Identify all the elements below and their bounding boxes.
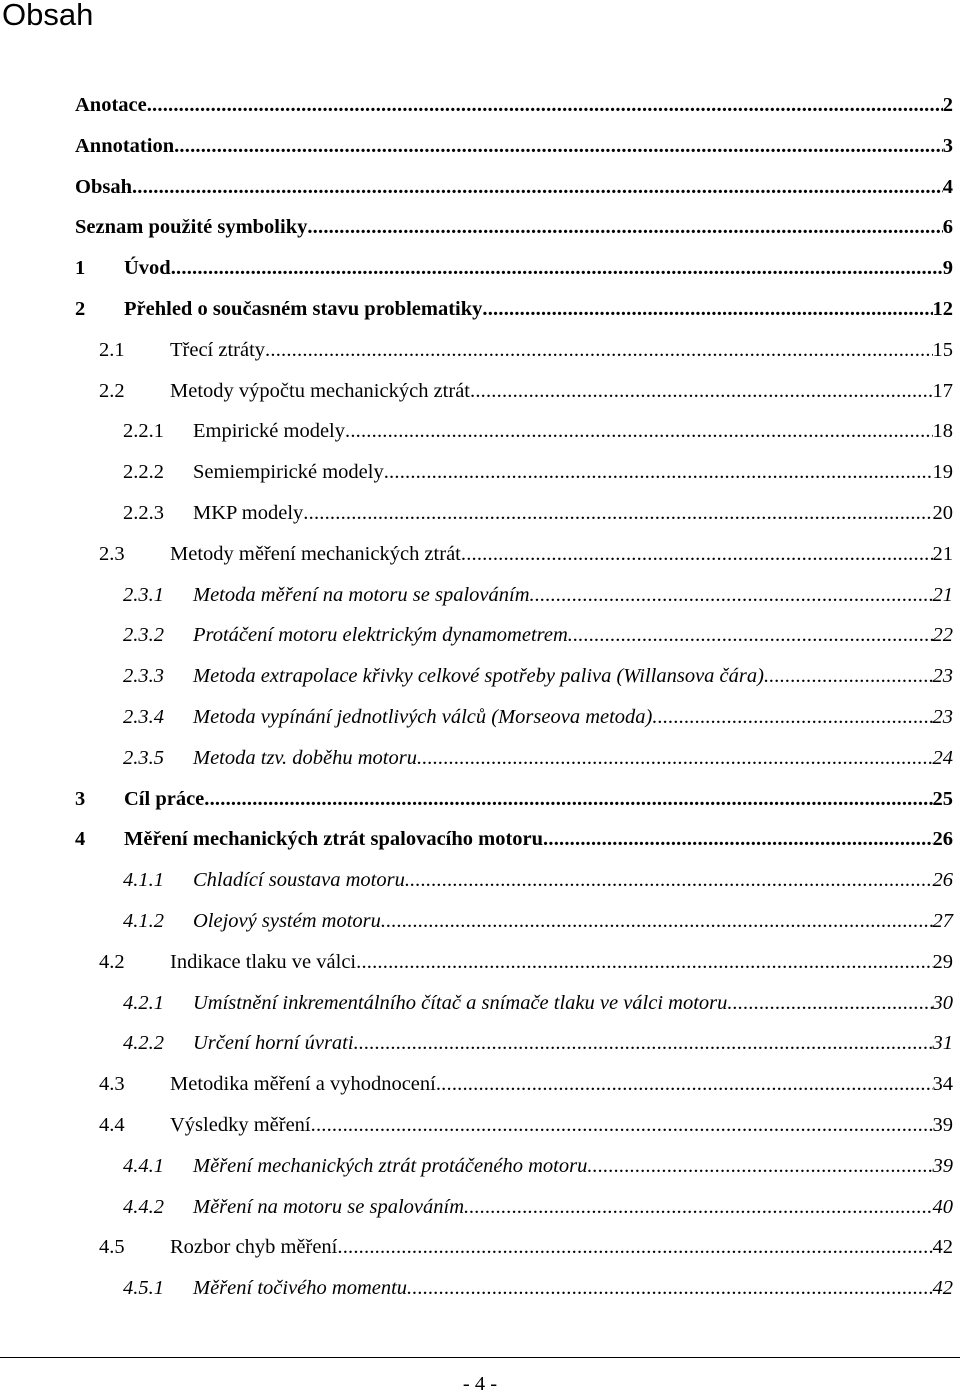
toc-entry[interactable] — [123, 906, 953, 936]
toc-entry-number: 2.1 — [99, 338, 125, 361]
toc-entry[interactable] — [99, 1110, 953, 1140]
toc-entry-title: Úvod — [124, 257, 171, 280]
toc-dot-leader — [530, 580, 933, 610]
toc-dot-leader — [174, 131, 943, 161]
toc-entry-title: Metoda vypínání jednotlivých válců (Morseova metoda) — [193, 706, 653, 728]
toc-dot-leader — [764, 661, 933, 691]
toc-entry-number: 4.5 — [99, 1236, 125, 1259]
toc-entry[interactable] — [123, 620, 953, 650]
toc-entry[interactable] — [75, 294, 953, 324]
toc-dot-leader — [337, 1232, 932, 1262]
footer-divider — [0, 1357, 960, 1358]
toc-entry-title: Metoda extrapolace křivky celkové spotřeby paliva (Willansova čára) — [193, 665, 764, 688]
toc-entry-number: 4.4.1 — [123, 1154, 164, 1177]
toc-entry-number: 4.4 — [99, 1114, 125, 1136]
toc-entry-title: Metody měření mechanických ztrát — [170, 542, 461, 565]
toc-entry[interactable] — [123, 457, 953, 487]
toc-entry-page: 3 — [942, 134, 953, 157]
toc-entry-number: 2.2.1 — [123, 420, 164, 443]
toc-dot-leader — [345, 416, 933, 446]
toc-entry-title: Cíl práce — [124, 787, 205, 810]
toc-entry-number: 2 — [75, 298, 86, 320]
toc-entry-title: Rozbor chyb měření — [170, 1236, 338, 1259]
toc-entry[interactable] — [123, 865, 953, 895]
toc-entry-number: 4.3 — [99, 1073, 125, 1096]
toc-dot-leader — [204, 784, 932, 814]
toc-dot-leader — [384, 457, 933, 487]
toc-entry-title: Přehled o současném stavu problematiky — [124, 298, 483, 320]
toc-entry-page: 19 — [932, 461, 953, 484]
toc-entry-title: Obsah — [75, 175, 132, 198]
toc-entry-page: 21 — [932, 542, 953, 565]
toc-entry-number: 4.1.1 — [123, 869, 164, 892]
toc-entry-page: 34 — [932, 1073, 953, 1096]
toc-entry-title: Chladící soustava motoru — [193, 869, 405, 892]
toc-entry[interactable] — [123, 702, 953, 732]
toc-entry-title: Metoda tzv. doběhu motoru — [193, 746, 417, 769]
toc-entry-number: 3 — [75, 787, 86, 810]
toc-entry[interactable] — [123, 1192, 953, 1222]
toc-entry-page: 9 — [942, 257, 953, 280]
toc-dot-leader — [405, 865, 933, 895]
toc-entry-page: 31 — [932, 1032, 953, 1055]
page-title: Obsah — [2, 0, 94, 32]
toc-entry-page: 23 — [932, 665, 953, 688]
toc-dot-leader — [482, 294, 932, 324]
toc-entry-title: Měření mechanických ztrát spalovacího motoru — [124, 828, 544, 851]
toc-entry-number: 2.2.3 — [123, 502, 164, 524]
toc-entry-page: 23 — [932, 706, 953, 728]
toc-entry[interactable] — [99, 376, 953, 406]
page-title-bar — [0, 0, 960, 30]
toc-entry[interactable] — [75, 90, 953, 120]
toc-entry-page: 27 — [932, 910, 953, 932]
toc-entry[interactable] — [123, 1028, 953, 1058]
toc-entry-number: 2.3.5 — [123, 746, 164, 769]
toc-entry-number: 2.3 — [99, 542, 125, 565]
toc-entry-number: 2.3.1 — [123, 583, 164, 606]
toc-entry-page: 4 — [942, 175, 953, 198]
toc-entry-page: 42 — [932, 1236, 953, 1259]
toc-dot-leader — [470, 376, 933, 406]
toc-entry-title: Určení horní úvrati — [193, 1032, 354, 1055]
toc-entry[interactable] — [99, 947, 953, 977]
toc-dot-leader — [171, 253, 943, 283]
toc-entry-number: 2.2.2 — [123, 461, 164, 484]
toc-entry-number: 2.2 — [99, 379, 125, 402]
toc-entry-title: Protáčení motoru elektrickým dynamometrem — [193, 624, 568, 647]
toc-entry-page: 18 — [932, 420, 953, 443]
toc-entry-title: Metodika měření a vyhodnocení — [170, 1073, 436, 1096]
toc-entry-page: 21 — [932, 583, 953, 606]
toc-entry-title: Empirické modely — [193, 420, 345, 443]
toc-entry-page: 25 — [932, 787, 953, 810]
toc-entry[interactable] — [123, 580, 953, 610]
toc-dot-leader — [568, 620, 933, 650]
toc-entry[interactable] — [99, 1069, 953, 1099]
toc-entry[interactable] — [123, 1273, 953, 1303]
toc-dot-leader — [407, 1273, 932, 1303]
toc-dot-leader — [354, 1028, 933, 1058]
toc-entry[interactable] — [123, 743, 953, 773]
toc-dot-leader — [147, 90, 943, 120]
toc-entry-number: 4.2.1 — [123, 991, 164, 1014]
toc-entry[interactable] — [99, 1232, 953, 1262]
toc-entry-page: 6 — [942, 216, 953, 239]
toc-entry[interactable] — [75, 212, 953, 242]
toc-entry-number: 2.3.4 — [123, 706, 164, 728]
toc-dot-leader — [417, 743, 933, 773]
toc-entry[interactable] — [75, 172, 953, 202]
toc-entry[interactable] — [123, 661, 953, 691]
toc-dot-leader — [587, 1151, 932, 1181]
toc-entry-number: 4.2.2 — [123, 1032, 164, 1055]
toc-dot-leader — [307, 212, 942, 242]
toc-dot-leader — [311, 1110, 933, 1140]
toc-dot-leader — [356, 947, 932, 977]
toc-entry-number: 4.1.2 — [123, 910, 164, 932]
toc-entry-title: Seznam použité symboliky — [75, 216, 308, 239]
toc-entry[interactable] — [123, 416, 953, 446]
toc-entry[interactable] — [123, 498, 953, 528]
toc-entry-title: Třecí ztráty — [170, 338, 266, 361]
toc-dot-leader — [303, 498, 932, 528]
toc-entry-title: Měření na motoru se spalováním — [193, 1195, 465, 1218]
toc-entry-page: 42 — [932, 1277, 953, 1300]
toc-entry-title: Měření točivého momentu — [193, 1277, 408, 1300]
page-number: - 4 - — [462, 1373, 498, 1395]
toc-entry-title: Semiempirické modely — [193, 461, 384, 484]
toc-dot-leader — [652, 702, 932, 732]
toc-entry-page: 2 — [942, 94, 953, 116]
toc-entry[interactable] — [99, 335, 953, 365]
toc-entry[interactable] — [75, 131, 953, 161]
toc-entry-title: Anotace — [75, 94, 147, 116]
toc-dot-leader — [436, 1069, 933, 1099]
toc-entry-page: 24 — [932, 746, 953, 769]
toc-entry-number: 2.3.3 — [123, 665, 164, 688]
toc-dot-leader — [543, 824, 932, 854]
toc-entry-page: 26 — [932, 869, 953, 892]
toc-entry-number: 4.4.2 — [123, 1195, 164, 1218]
toc-dot-leader — [381, 906, 933, 936]
toc-entry-page: 29 — [932, 950, 953, 973]
toc-entry-title: Olejový systém motoru — [193, 910, 381, 932]
toc-entry-title: Umístnění inkrementálního čítač a snímače tlaku ve válci motoru — [193, 991, 728, 1014]
toc-dot-leader — [461, 539, 933, 569]
toc-dot-leader — [464, 1192, 932, 1222]
toc-entry-page: 40 — [932, 1195, 953, 1218]
toc-entry-number: 2.3.2 — [123, 624, 164, 647]
toc-entry-title: Indikace tlaku ve válci — [170, 950, 357, 973]
toc-entry[interactable] — [123, 1151, 953, 1181]
toc-entry-page: 30 — [932, 991, 953, 1014]
toc-entry-number: 4 — [75, 828, 86, 851]
toc-entry[interactable] — [75, 784, 953, 814]
toc-entry-title: Měření mechanických ztrát protáčeného motoru — [193, 1154, 588, 1177]
toc-entry-title: Metoda měření na motoru se spalováním — [193, 583, 530, 606]
toc-entry-page: 39 — [932, 1154, 953, 1177]
toc-entry-page: 20 — [932, 502, 953, 524]
toc-entry-title: MKP modely — [193, 502, 304, 524]
toc-entry-page: 22 — [932, 624, 953, 647]
toc-entry-page: 15 — [932, 338, 953, 361]
toc-entry-title: Metody výpočtu mechanických ztrát — [170, 379, 470, 402]
toc-entry-page: 17 — [932, 379, 953, 402]
toc-dot-leader — [265, 335, 932, 365]
toc-dot-leader — [132, 172, 943, 202]
toc-entry-title: Annotation — [75, 134, 175, 157]
toc-entry-number: 4.5.1 — [123, 1277, 164, 1300]
toc-entry-title: Výsledky měření — [170, 1114, 311, 1136]
toc-entry[interactable] — [75, 253, 953, 283]
toc-entry[interactable] — [99, 539, 953, 569]
toc-entry[interactable] — [75, 824, 953, 854]
toc-entry-page: 39 — [932, 1114, 953, 1136]
toc-entry-number: 4.2 — [99, 950, 125, 973]
toc-entry-page: 26 — [932, 828, 953, 851]
toc-entry[interactable] — [123, 988, 953, 1018]
toc-dot-leader — [727, 988, 932, 1018]
toc-entry-number: 1 — [75, 257, 86, 280]
toc-entry-page: 12 — [932, 298, 953, 320]
